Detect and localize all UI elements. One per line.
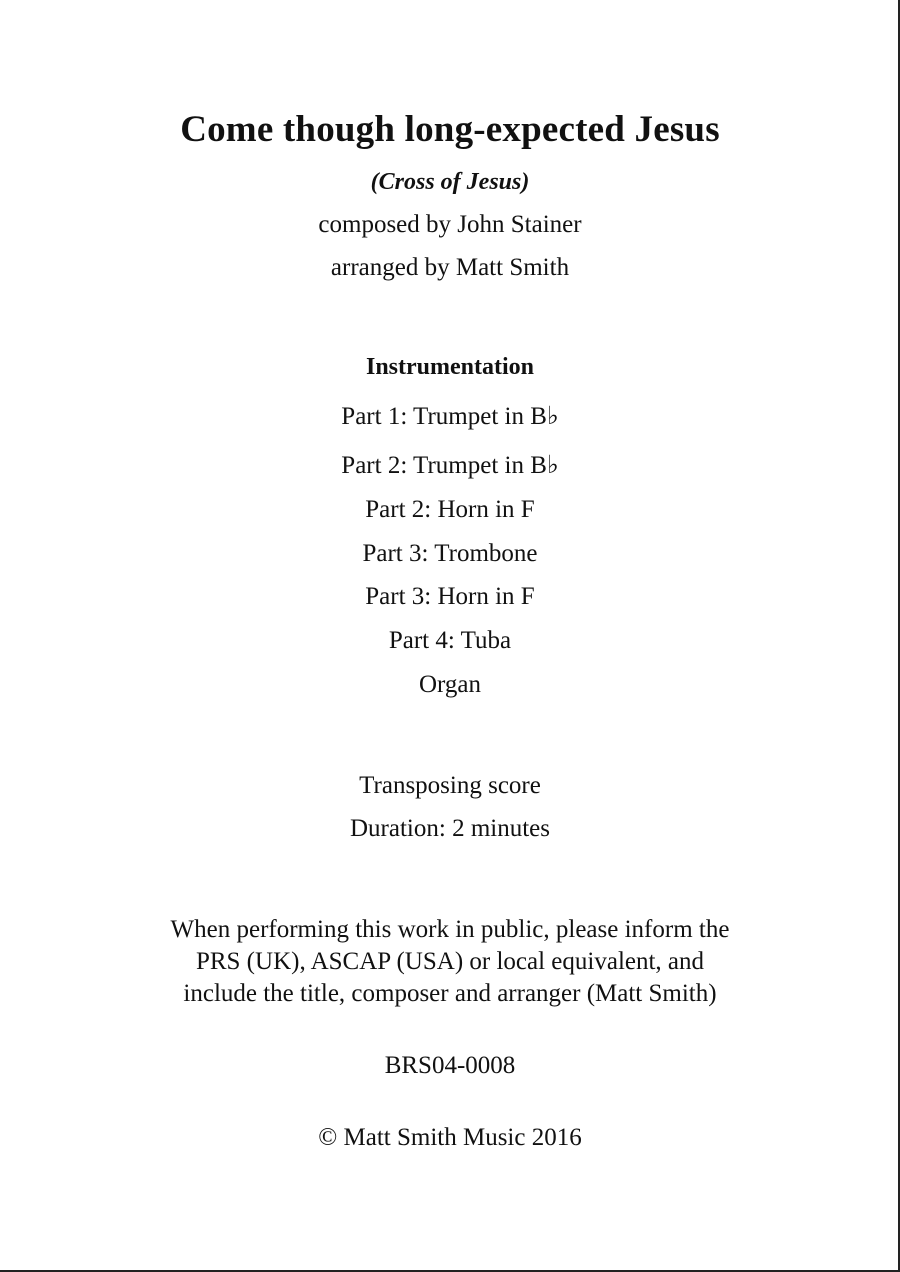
instrument-part: Part 2: Trumpet in B♭	[341, 452, 559, 479]
duration: Duration: 2 minutes	[350, 815, 550, 842]
instrument-part: Part 3: Trombone	[362, 540, 538, 567]
instrument-part: Part 3: Horn in F	[365, 583, 535, 610]
composer-credit: composed by John Stainer	[318, 211, 582, 238]
instrument-part: Part 2: Horn in F	[365, 496, 535, 523]
notice-line: When performing this work in public, please inform the	[170, 916, 730, 943]
notice-line: include the title, composer and arranger (Matt Smith)	[183, 980, 717, 1007]
notice-line: PRS (UK), ASCAP (USA) or local equivalent, and	[195, 948, 705, 975]
instrument-part: Part 4: Tuba	[388, 627, 512, 654]
page-title: Come though long-expected Jesus	[180, 109, 720, 150]
score-type: Transposing score	[359, 772, 541, 799]
tune-name: (Cross of Jesus)	[370, 169, 530, 195]
catalog-number: BRS04-0008	[384, 1052, 516, 1079]
arranger-credit: arranged by Matt Smith	[330, 254, 570, 281]
performance-notice	[0, 914, 900, 1010]
instrument-part: Organ	[418, 671, 482, 698]
instrument-part: Part 1: Trumpet in B♭	[341, 403, 559, 430]
instrumentation-heading: Instrumentation	[365, 354, 534, 380]
copyright-notice: © Matt Smith Music 2016	[318, 1124, 582, 1151]
